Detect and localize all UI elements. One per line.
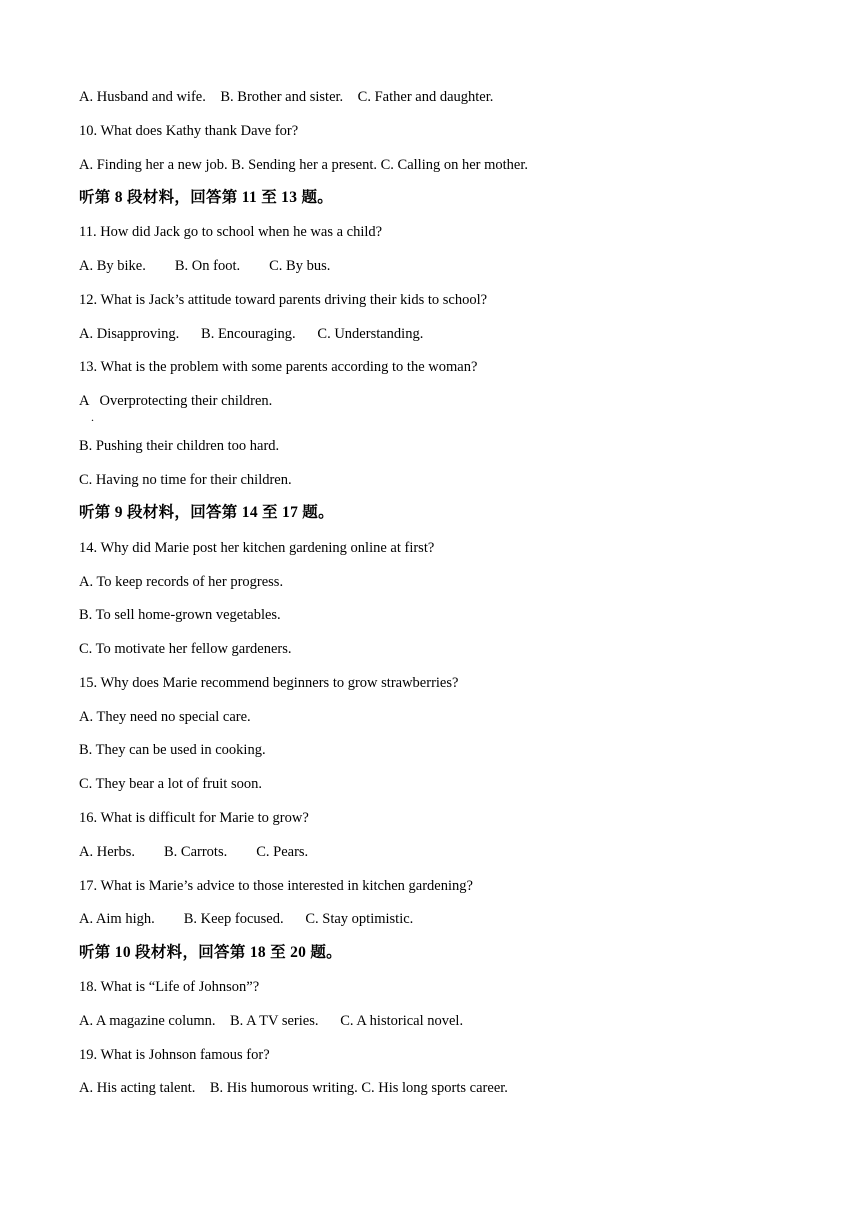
answer-options-9: A. Husband and wife. B. Brother and sister. C. Father and daughter. — [79, 89, 494, 105]
answer-options-18: A. A magazine column. B. A TV series. C. A historical novel. — [79, 1013, 464, 1029]
answer-option-15b: B. They can be used in cooking. — [79, 742, 266, 758]
section-heading-9: 听第 9 段材料，回答第 14 至 17 题。 — [79, 504, 334, 521]
answer-options-12: A. Disapproving. B. Encouraging. C. Understanding. — [79, 326, 424, 342]
question-16: 16. What is difficult for Marie to grow? — [79, 810, 309, 826]
answer-option-13a: A Overprotecting their children. — [79, 393, 273, 409]
question-13: 13. What is the problem with some parents according to the woman? — [79, 359, 478, 375]
question-12: 12. What is Jack’s attitude toward parents driving their kids to school? — [79, 292, 488, 308]
answer-option-13b: B. Pushing their children too hard. — [79, 438, 280, 454]
answer-option-15a: A. They need no special care. — [79, 709, 251, 725]
question-10: 10. What does Kathy thank Dave for? — [79, 123, 299, 139]
question-15: 15. Why does Marie recommend beginners to grow strawberries? — [79, 675, 459, 691]
answer-options-10: A. Finding her a new job. B. Sending her a present. C. Calling on her mother. — [79, 157, 529, 173]
question-11: 11. How did Jack go to school when he was a child? — [79, 224, 383, 240]
answer-option-14c: C. To motivate her fellow gardeners. — [79, 641, 292, 657]
answer-option-15c: C. They bear a lot of fruit soon. — [79, 776, 262, 792]
section-heading-8: 听第 8 段材料，回答第 11 至 13 题。 — [79, 189, 334, 206]
answer-options-19: A. His acting talent. B. His humorous writing. C. His long sports career. — [79, 1080, 508, 1096]
question-14: 14. Why did Marie post her kitchen gardening online at first? — [79, 540, 435, 556]
answer-options-11: A. By bike. B. On foot. C. By bus. — [79, 258, 331, 274]
question-17: 17. What is Marie’s advice to those interested in kitchen gardening? — [79, 878, 473, 894]
question-19: 19. What is Johnson famous for? — [79, 1047, 270, 1063]
answer-option-14a: A. To keep records of her progress. — [79, 574, 284, 590]
stray-dot-mark: . — [91, 410, 94, 424]
answer-options-17: A. Aim high. B. Keep focused. C. Stay optimistic. — [79, 911, 414, 927]
question-18: 18. What is “Life of Johnson”? — [79, 979, 260, 995]
answer-options-16: A. Herbs. B. Carrots. C. Pears. — [79, 844, 309, 860]
answer-option-14b: B. To sell home-grown vegetables. — [79, 607, 281, 623]
section-heading-10: 听第 10 段材料，回答第 18 至 20 题。 — [79, 944, 342, 961]
answer-option-13c: C. Having no time for their children. — [79, 472, 292, 488]
